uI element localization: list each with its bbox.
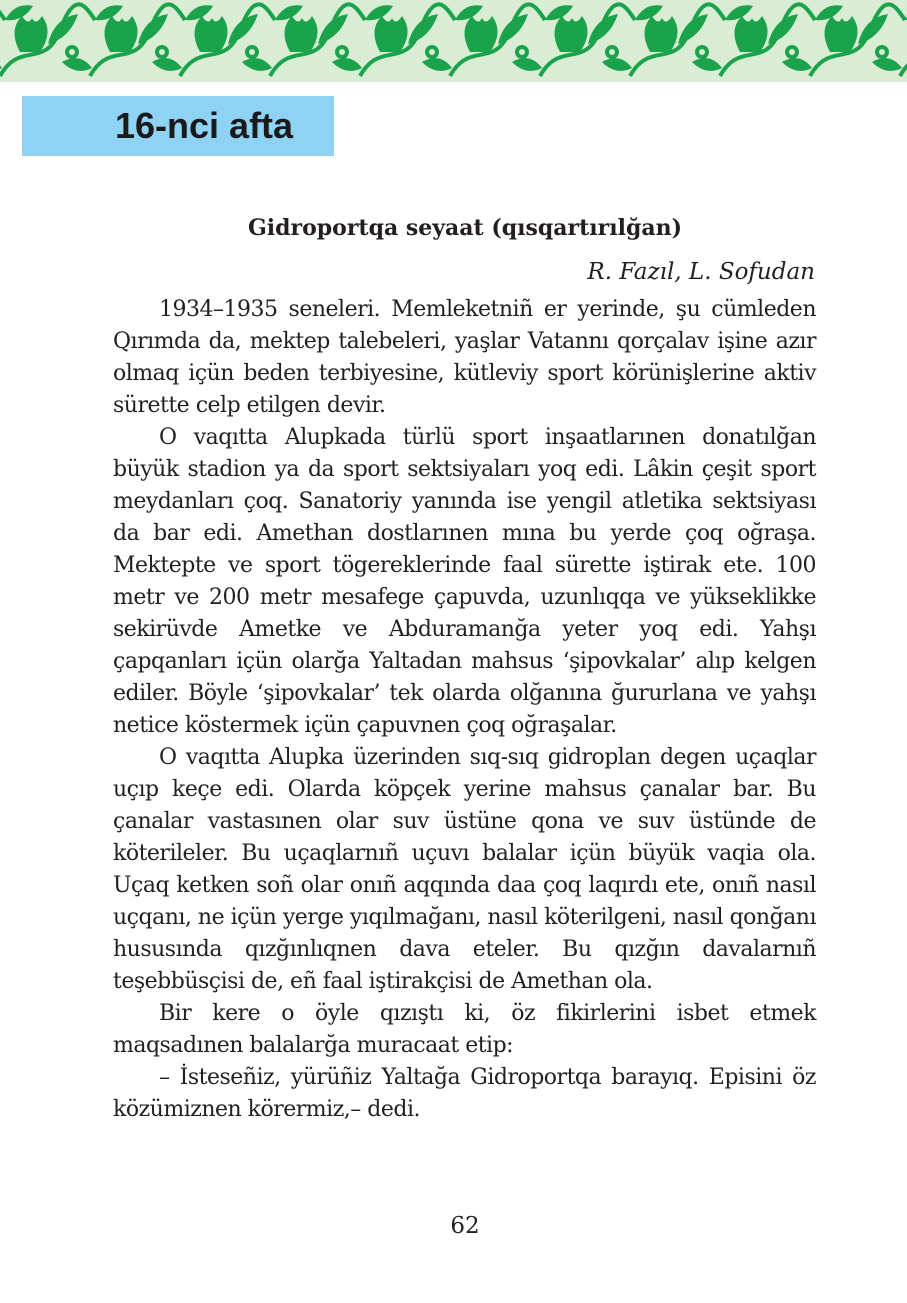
bud-center [879, 49, 885, 55]
bud-center [429, 49, 435, 55]
leaf [545, 5, 573, 20]
page-number: 62 [450, 1213, 480, 1239]
paragraph: O vaqıtta Alupka üzerinden sıq-sıq gidroplan degen uçaqlar uçıp keçe edi. Olarda köpçek yerine mahsus çanalar bar. Bu çanalar vastasınen olar suv üstüne qona ve suv üstünde de köterileler. Bu uçaqlarnıñ uçuvı balalar içün büyük vaqia ola. Uçaq ketken soñ olar onıñ aqqında daa çoq laqırdı ete, onıñ nasıl uçqanı, ne içün yerge yıqılmağanı, nasıl köterilgeni, nasıl qonğanı hususında qızğınlıqnen dava eteler. Bu qızğın davalarnıñ teşebbüsçisi de, eñ faal iştirakçisi de Amethan ola. [113, 745, 816, 994]
leaf [512, 58, 542, 71]
article-title: Gidroportqa seyaat (qısqartırılğan) [247, 215, 683, 241]
leaf [872, 58, 902, 71]
bud-center [339, 49, 345, 55]
paragraph: Bir kere o öyle qızıştı ki, öz fikirlerini isbet etmek maqsadınen balalarğa muracaat etip: [113, 1001, 816, 1058]
tulip-flower [554, 16, 587, 52]
leaf [455, 5, 483, 20]
tulip-flower [644, 16, 677, 52]
tulip-flower [194, 16, 227, 52]
paragraph: 1934–1935 seneleri. Memleketniñ er yerinde, şu cümleden Qırımda da, mektep talebeleri, yaşlar Vatannı qorçalav işine azır olmaq içün beden terbiyesine, kütleviy sport körünişlerine aktiv sürette celp etilgen devir. [113, 297, 816, 418]
article-body [113, 294, 816, 1126]
bud-center [519, 49, 525, 55]
tulip-flower [374, 16, 407, 52]
tulip-flower [734, 16, 767, 52]
leaf [62, 58, 92, 71]
leaf [782, 58, 812, 71]
floral-ornament-border [0, 0, 907, 82]
bud-center [69, 49, 75, 55]
paragraph: – İsteseñiz, yürüñiz Yaltağa Gidroportqa barayıq. Episini öz közümiznen körermiz,– dedi. [113, 1065, 816, 1122]
bud-center [249, 49, 255, 55]
article-author: R. Fazıl, L. Sofudan [587, 259, 815, 285]
leaf [365, 5, 393, 20]
bud-center [609, 49, 615, 55]
week-label: 16-nci afta [115, 105, 294, 146]
tulip-flower [824, 16, 857, 52]
leaf [692, 58, 722, 71]
leaf [635, 5, 663, 20]
leaf [185, 5, 213, 20]
leaf [815, 5, 843, 20]
leaf [5, 5, 33, 20]
vine-stem [0, 4, 5, 76]
leaf [152, 58, 182, 71]
week-label-box [22, 96, 334, 156]
paragraph: O vaqıtta Alupkada türlü sport inşaatlarınen donatılğan büyük stadion ya da sport sektsiyaları yoq edi. Lâkin çeşit sport meydanları çoq. Sanatoriy yanında ise yengil atletika sektsiyası da bar edi. Amethan dostlarınen mına bu yerde çoq oğraşa. Mektepte ve sport tögereklerinde faal sürette iştirak ete. 100 metr ve 200 metr mesafege çapuvda, uzunlıqqa ve yükseklikke sekirüvde Ametke ve Abduramanğa yeter yoq edi. Yahşı çapqanları içün olarğa Yaltadan mahsus ‘şipovkalar’ alıp kelgen ediler. Böyle ‘şipovkalar’ tek olarda olğanına ğururlana ve yahşı netice köstermek içün çapuvnen çoq oğraşalar. [113, 425, 816, 738]
tulip-flower [464, 16, 497, 52]
leaf [242, 58, 272, 71]
leaf [725, 5, 753, 20]
bud-center [789, 49, 795, 55]
leaf [275, 5, 303, 20]
leaf [332, 58, 362, 71]
leaf [422, 58, 452, 71]
tulip-flower [14, 16, 47, 52]
leaf [0, 58, 2, 71]
bud-center [699, 49, 705, 55]
leaf [602, 58, 632, 71]
bud-center [159, 49, 165, 55]
tulip-flower [284, 16, 317, 52]
leaf [95, 5, 123, 20]
tulip-flower [104, 16, 137, 52]
